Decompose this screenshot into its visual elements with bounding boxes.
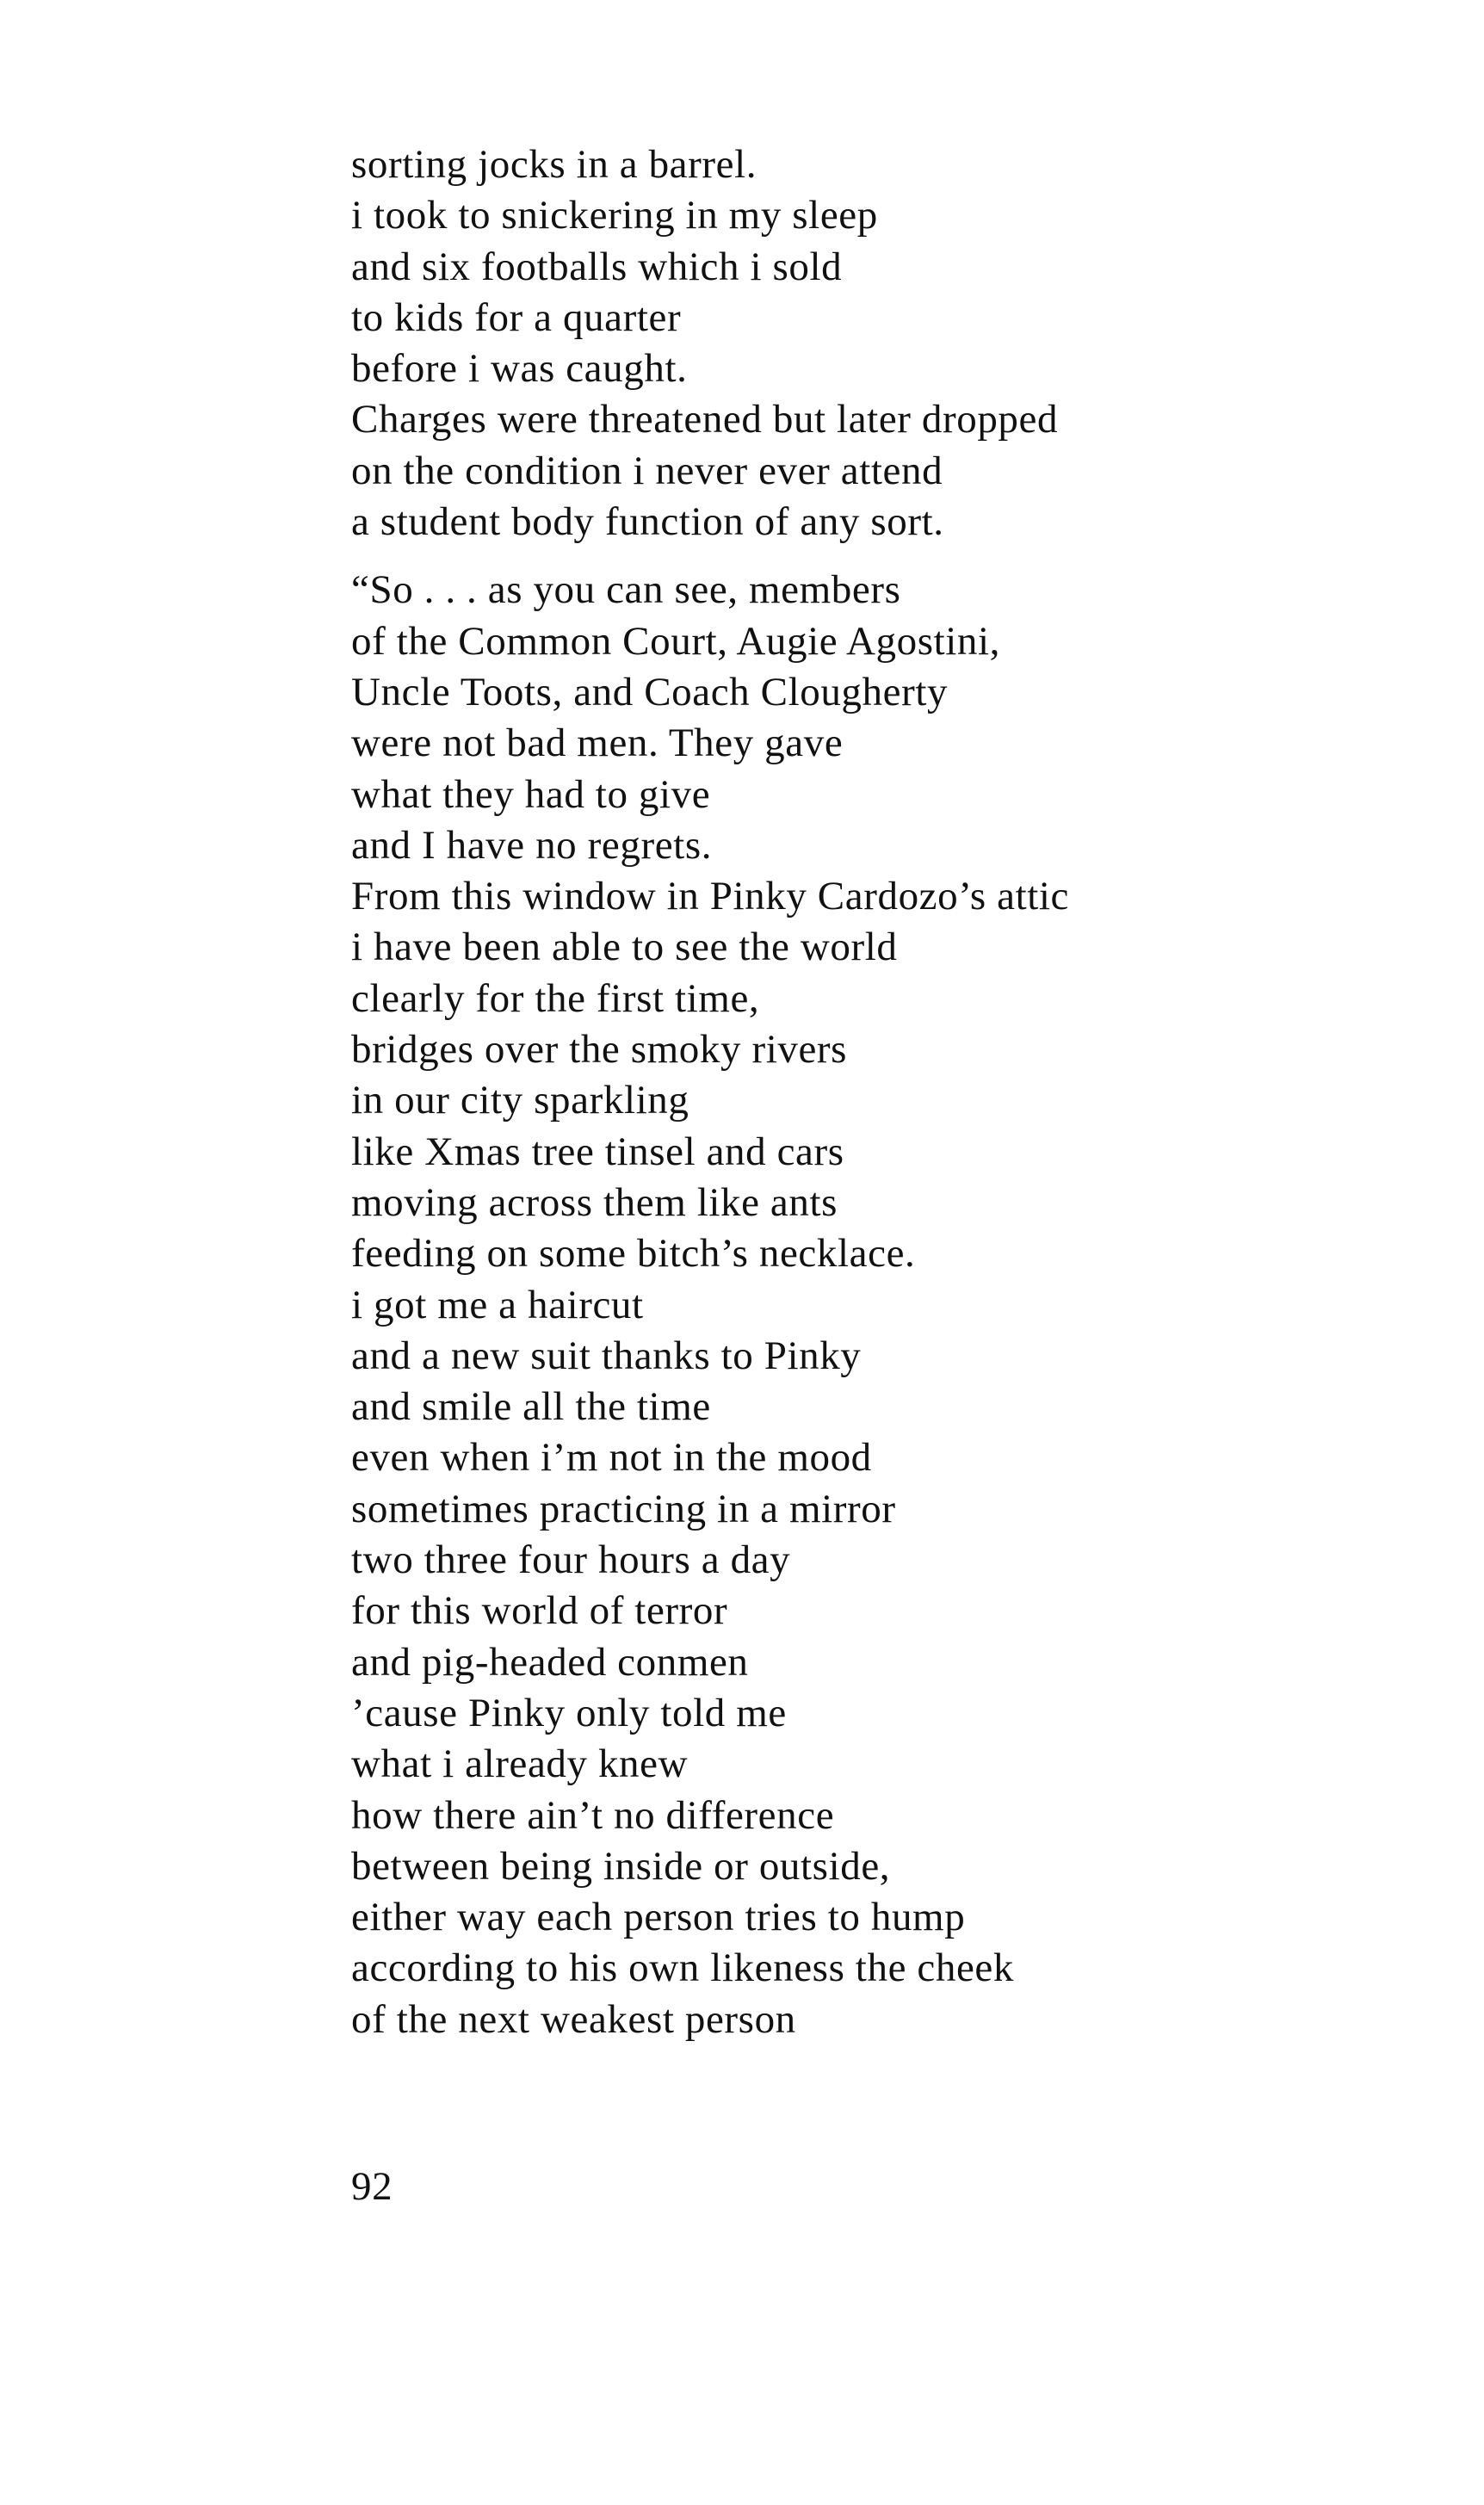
poem-line: either way each person tries to hump xyxy=(351,1895,966,1940)
poem-line: a student body function of any sort. xyxy=(351,499,944,545)
poem-line: Uncle Toots, and Coach Clougherty xyxy=(351,669,949,714)
poem-line: Charges were threatened but later dropped xyxy=(351,397,1059,442)
poem-line: ’cause Pinky only told me xyxy=(351,1690,787,1735)
poem-line: i took to snickering in my sleep xyxy=(351,193,878,238)
poem-line: like Xmas tree tinsel and cars xyxy=(351,1129,844,1174)
poem-line: of the next weakest person xyxy=(351,1996,796,2042)
poem-line: in our city sparkling xyxy=(351,1078,689,1123)
poem-line: clearly for the first time, xyxy=(351,975,760,1021)
poem-line: feeding on some bitch’s necklace. xyxy=(351,1231,916,1277)
poem-line: and smile all the time xyxy=(351,1384,711,1430)
stanza-1 xyxy=(351,139,1384,547)
poem-line: what i already knew xyxy=(351,1741,689,1787)
poem-line: bridges over the smoky rivers xyxy=(351,1027,848,1073)
poem-line: of the Common Court, Augie Agostini, xyxy=(351,618,1001,664)
poem-line: what they had to give xyxy=(351,771,711,817)
poem-line: between being inside or outside, xyxy=(351,1843,891,1889)
poem-line: to kids for a quarter xyxy=(351,294,682,340)
poem-line: sometimes practicing in a mirror xyxy=(351,1486,896,1531)
poem-body xyxy=(351,139,1384,2045)
poem-line: “So . . . as you can see, members xyxy=(351,567,901,613)
poem-line: From this window in Pinky Cardozo’s attic xyxy=(351,874,1070,919)
poem-line: sorting jocks in a barrel. xyxy=(351,142,757,187)
poem-line: and pig-headed conmen xyxy=(351,1639,749,1685)
poem-line: before i was caught. xyxy=(351,346,688,392)
poem-line: and I have no regrets. xyxy=(351,822,713,868)
poem-line: on the condition i never ever attend xyxy=(351,448,943,493)
poem-line: even when i’m not in the mood xyxy=(351,1435,872,1481)
poem-line: i got me a haircut xyxy=(351,1282,644,1327)
poem-line: how there ain’t no difference xyxy=(351,1792,835,1838)
poem-line: and a new suit thanks to Pinky xyxy=(351,1333,862,1378)
poem-line: moving across them like ants xyxy=(351,1179,838,1225)
poem-line: and six footballs which i sold xyxy=(351,244,843,289)
page-number: 92 xyxy=(351,2164,393,2209)
poem-line: according to his own likeness the cheek xyxy=(351,1945,1014,1991)
poem-line: were not bad men. They gave xyxy=(351,721,844,766)
poem-line: for this world of terror xyxy=(351,1588,728,1634)
poem-line: two three four hours a day xyxy=(351,1537,791,1583)
stanza-2 xyxy=(351,565,1384,2045)
poem-line: i have been able to see the world xyxy=(351,925,898,970)
